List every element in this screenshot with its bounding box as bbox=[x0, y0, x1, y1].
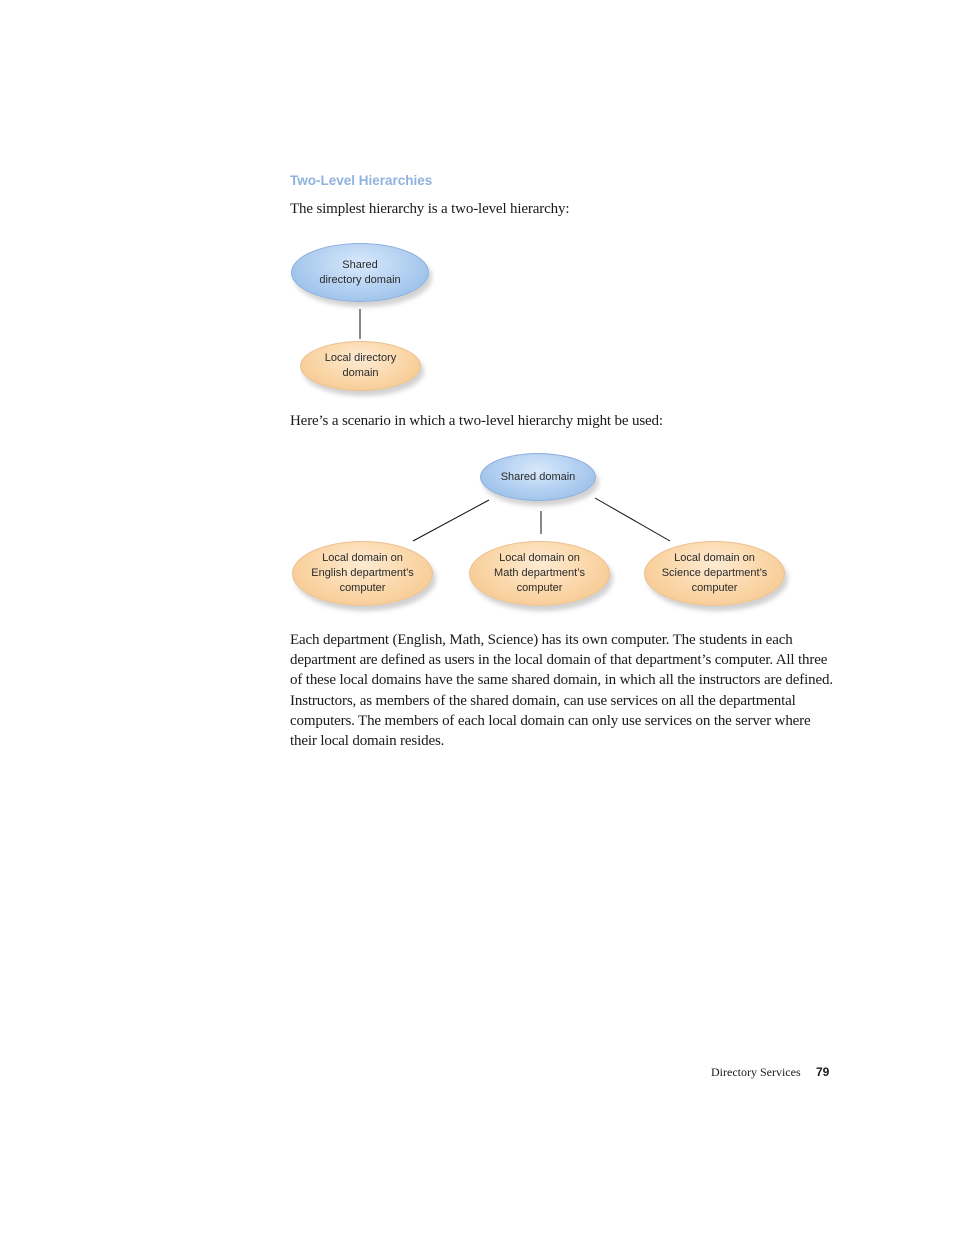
scenario-paragraph: Here’s a scenario in which a two-level hierarchy might be used: bbox=[290, 413, 663, 429]
node-label-line: Local domain on bbox=[674, 552, 755, 564]
node-label-line: Local domain on bbox=[322, 552, 403, 564]
node-label-line: Math department’s bbox=[494, 567, 585, 579]
node-label-line: Science department’s bbox=[661, 567, 768, 579]
explanation-paragraph: Each department (English, Math, Science) has its own computer. The students in each department are defined as users in the local domain of that department’s computer. All three of these local domains have the same shared domain, in which all the instructors are defined. Instructors, as members of the shared domain, can use services on all the departmental computers. The members of each local domain can only use services on the server where their local domain resides. bbox=[290, 632, 833, 750]
connector-line-science bbox=[595, 498, 670, 541]
node-label-line: Local domain on bbox=[499, 552, 580, 564]
local-domain-science-node bbox=[644, 541, 785, 606]
footer-section-title: Directory Services bbox=[711, 1065, 801, 1079]
shared-directory-domain-node bbox=[291, 243, 429, 302]
shared-domain-node bbox=[480, 453, 596, 501]
page-number: 79 bbox=[816, 1065, 830, 1079]
node-label-line: English department’s bbox=[311, 567, 414, 579]
connector-line-english bbox=[413, 500, 489, 541]
local-directory-domain-node bbox=[300, 341, 421, 391]
intro-paragraph: The simplest hierarchy is a two-level hierarchy: bbox=[290, 201, 570, 217]
node-label-line: Shared bbox=[342, 258, 378, 271]
node-label-line: computer bbox=[339, 582, 386, 594]
section-heading: Two-Level Hierarchies bbox=[290, 173, 433, 188]
node-label-line: domain bbox=[342, 367, 379, 379]
node-label-line: computer bbox=[691, 582, 738, 594]
local-domain-english-node bbox=[292, 541, 433, 606]
node-label-line: computer bbox=[516, 582, 563, 594]
node-label-line: directory domain bbox=[319, 273, 401, 286]
local-domain-math-node bbox=[469, 541, 610, 606]
node-label-line: Shared domain bbox=[500, 470, 576, 483]
node-label-line: Local directory bbox=[324, 352, 397, 364]
